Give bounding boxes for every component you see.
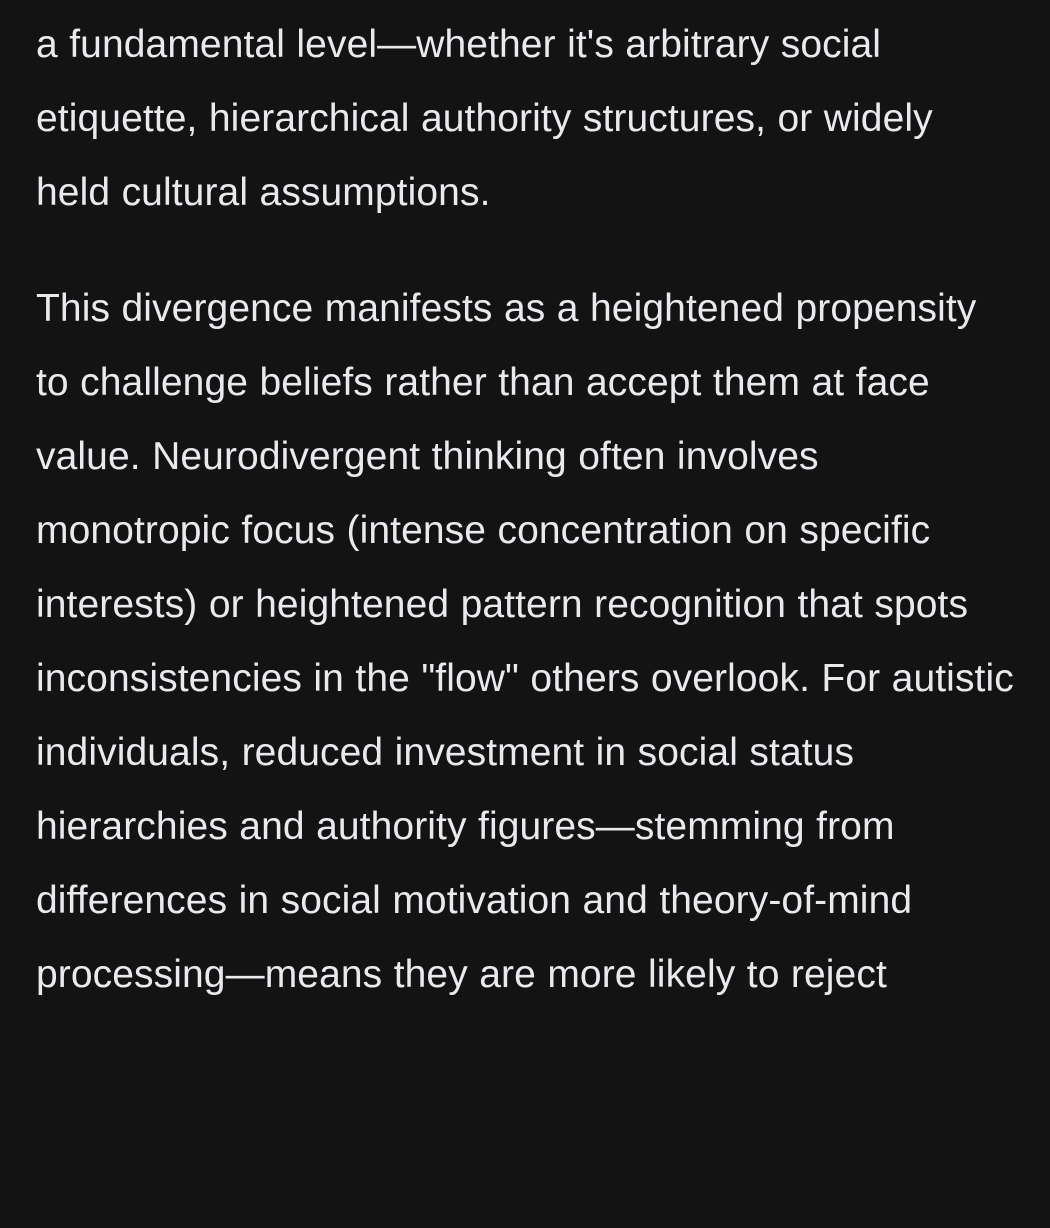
article-body bbox=[36, 0, 1016, 1012]
paragraph-continuation: a fundamental level—whether it's arbitrary social etiquette, hierarchical authority structures, or widely held cultural assumptions. bbox=[36, 23, 933, 214]
paragraph-divergence: This divergence manifests as a heightened propensity to challenge beliefs rather than accept them at face value. Neurodivergent thinking often involves monotropic focus (intense concentration on specific interests) or heightened pattern recognition that spots inconsistencies in the "flow" others overlook. For autistic individuals, reduced investment in social status hierarchies and authority figures—stemming from differences in social motivation and theory-of-mind processing—means they are more likely to reject bbox=[36, 287, 1014, 996]
